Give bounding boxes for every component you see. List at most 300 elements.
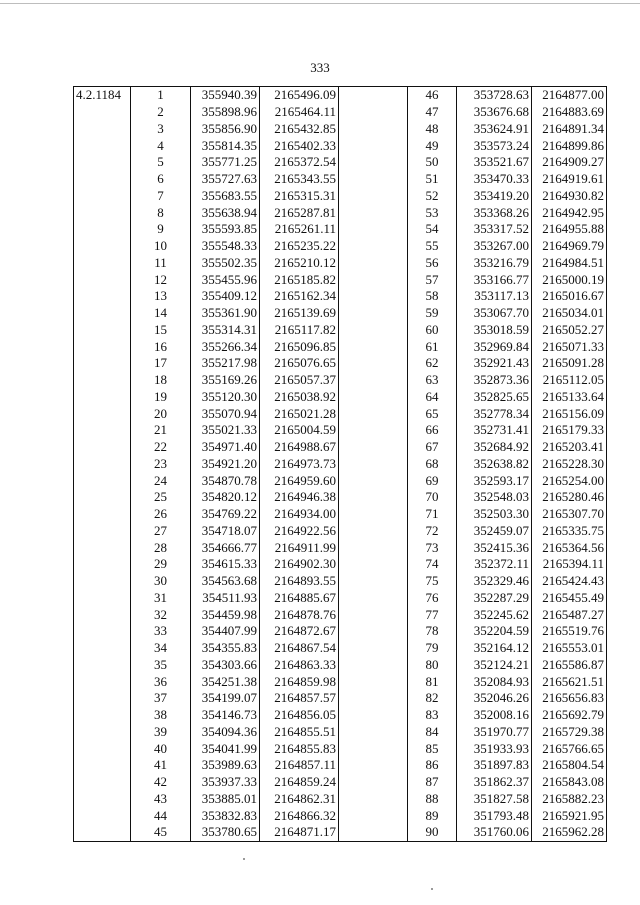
table-row [74, 221, 607, 238]
y-coordinate-cell: 2165402.33 [260, 137, 339, 154]
x-coordinate-cell: 353470.33 [457, 171, 532, 188]
point-number-cell: 78 [408, 623, 457, 640]
table-row [74, 305, 607, 322]
point-number-cell: 5 [131, 154, 191, 171]
table-row [74, 556, 607, 573]
empty-gap-cell [339, 137, 408, 154]
point-number-cell: 32 [131, 606, 191, 623]
x-coordinate-cell: 352204.59 [457, 623, 532, 640]
point-number-cell: 88 [408, 791, 457, 808]
table-row [74, 355, 607, 372]
point-number-cell: 84 [408, 724, 457, 741]
y-coordinate-cell: 2164973.73 [260, 456, 339, 473]
empty-gap-cell [339, 523, 408, 540]
point-number-cell: 40 [131, 740, 191, 757]
point-number-cell: 79 [408, 640, 457, 657]
point-number-cell: 86 [408, 757, 457, 774]
x-coordinate-cell: 354511.93 [191, 590, 260, 607]
scan-top-edge-line [0, 3, 640, 4]
table-row [74, 791, 607, 808]
empty-gap-cell [339, 338, 408, 355]
y-coordinate-cell: 2165117.82 [260, 322, 339, 339]
point-number-cell: 83 [408, 707, 457, 724]
y-coordinate-cell: 2165210.12 [260, 255, 339, 272]
point-number-cell: 37 [131, 690, 191, 707]
y-coordinate-cell: 2165133.64 [532, 389, 607, 406]
empty-gap-cell [339, 372, 408, 389]
y-coordinate-cell: 2165586.87 [532, 657, 607, 674]
x-coordinate-cell: 353267.00 [457, 238, 532, 255]
point-number-cell: 77 [408, 606, 457, 623]
point-number-cell: 75 [408, 573, 457, 590]
x-coordinate-cell: 352287.29 [457, 590, 532, 607]
y-coordinate-cell: 2165034.01 [532, 305, 607, 322]
empty-gap-cell [339, 456, 408, 473]
table-row [74, 606, 607, 623]
y-coordinate-cell: 2165038.92 [260, 389, 339, 406]
y-coordinate-cell: 2164919.61 [532, 171, 607, 188]
table-row [74, 338, 607, 355]
scan-speck [431, 888, 433, 890]
x-coordinate-cell: 355070.94 [191, 405, 260, 422]
table-row [74, 539, 607, 556]
y-coordinate-cell: 2164969.79 [532, 238, 607, 255]
x-coordinate-cell: 354041.99 [191, 740, 260, 757]
y-coordinate-cell: 2164909.27 [532, 154, 607, 171]
x-coordinate-cell: 351827.58 [457, 791, 532, 808]
y-coordinate-cell: 2165424.43 [532, 573, 607, 590]
empty-gap-cell [339, 824, 408, 841]
empty-gap-cell [339, 154, 408, 171]
y-coordinate-cell: 2164922.56 [260, 523, 339, 540]
table-row [74, 154, 607, 171]
point-number-cell: 57 [408, 271, 457, 288]
x-coordinate-cell: 353832.83 [191, 807, 260, 824]
x-coordinate-cell: 354355.83 [191, 640, 260, 657]
table-row [74, 590, 607, 607]
point-number-cell: 8 [131, 204, 191, 221]
y-coordinate-cell: 2165112.05 [532, 372, 607, 389]
table-row [74, 506, 607, 523]
empty-gap-cell [339, 255, 408, 272]
x-coordinate-cell: 355314.31 [191, 322, 260, 339]
point-number-cell: 47 [408, 104, 457, 121]
point-number-cell: 6 [131, 171, 191, 188]
point-number-cell: 44 [131, 807, 191, 824]
x-coordinate-cell: 352921.43 [457, 355, 532, 372]
y-coordinate-cell: 2164866.32 [260, 807, 339, 824]
point-number-cell: 19 [131, 389, 191, 406]
y-coordinate-cell: 2165487.27 [532, 606, 607, 623]
point-number-cell: 45 [131, 824, 191, 841]
point-number-cell: 74 [408, 556, 457, 573]
point-number-cell: 46 [408, 87, 457, 104]
table-row [74, 87, 607, 104]
table-row [74, 137, 607, 154]
table-row [74, 640, 607, 657]
x-coordinate-cell: 352778.34 [457, 405, 532, 422]
table-row [74, 322, 607, 339]
point-number-cell: 49 [408, 137, 457, 154]
y-coordinate-cell: 2164857.57 [260, 690, 339, 707]
point-number-cell: 13 [131, 288, 191, 305]
y-coordinate-cell: 2165162.34 [260, 288, 339, 305]
table-row [74, 824, 607, 841]
table-row [74, 389, 607, 406]
point-number-cell: 22 [131, 439, 191, 456]
empty-gap-cell [339, 556, 408, 573]
x-coordinate-cell: 355940.39 [191, 87, 260, 104]
x-coordinate-cell: 353368.26 [457, 204, 532, 221]
x-coordinate-cell: 355771.25 [191, 154, 260, 171]
y-coordinate-cell: 2164883.69 [532, 104, 607, 121]
point-number-cell: 34 [131, 640, 191, 657]
empty-gap-cell [339, 188, 408, 205]
point-number-cell: 90 [408, 824, 457, 841]
y-coordinate-cell: 2165004.59 [260, 422, 339, 439]
y-coordinate-cell: 2165621.51 [532, 673, 607, 690]
y-coordinate-cell: 2164946.38 [260, 489, 339, 506]
table-row [74, 204, 607, 221]
x-coordinate-cell: 352008.16 [457, 707, 532, 724]
y-coordinate-cell: 2165656.83 [532, 690, 607, 707]
table-row [74, 657, 607, 674]
x-coordinate-cell: 352548.03 [457, 489, 532, 506]
y-coordinate-cell: 2165882.23 [532, 791, 607, 808]
empty-gap-cell [339, 606, 408, 623]
table-row [74, 489, 607, 506]
y-coordinate-cell: 2165235.22 [260, 238, 339, 255]
y-coordinate-cell: 2165016.67 [532, 288, 607, 305]
y-coordinate-cell: 2165071.33 [532, 338, 607, 355]
point-number-cell: 35 [131, 657, 191, 674]
y-coordinate-cell: 2165921.95 [532, 807, 607, 824]
x-coordinate-cell: 354666.77 [191, 539, 260, 556]
point-number-cell: 27 [131, 523, 191, 540]
table-row [74, 523, 607, 540]
table-row [74, 288, 607, 305]
empty-gap-cell [339, 657, 408, 674]
x-coordinate-cell: 354718.07 [191, 523, 260, 540]
table-row [74, 774, 607, 791]
y-coordinate-cell: 2165343.55 [260, 171, 339, 188]
y-coordinate-cell: 2165254.00 [532, 472, 607, 489]
table-row [74, 807, 607, 824]
x-coordinate-cell: 354769.22 [191, 506, 260, 523]
point-number-cell: 58 [408, 288, 457, 305]
x-coordinate-cell: 354251.38 [191, 673, 260, 690]
table-row [74, 673, 607, 690]
point-number-cell: 65 [408, 405, 457, 422]
table-row [74, 456, 607, 473]
empty-gap-cell [339, 489, 408, 506]
table-row [74, 422, 607, 439]
x-coordinate-cell: 355502.35 [191, 255, 260, 272]
point-number-cell: 11 [131, 255, 191, 272]
x-coordinate-cell: 353216.79 [457, 255, 532, 272]
point-number-cell: 64 [408, 389, 457, 406]
x-coordinate-cell: 354407.99 [191, 623, 260, 640]
y-coordinate-cell: 2165464.11 [260, 104, 339, 121]
point-number-cell: 12 [131, 271, 191, 288]
y-coordinate-cell: 2165843.08 [532, 774, 607, 791]
x-coordinate-cell: 351933.93 [457, 740, 532, 757]
y-coordinate-cell: 2164856.05 [260, 707, 339, 724]
y-coordinate-cell: 2165307.70 [532, 506, 607, 523]
y-coordinate-cell: 2164885.67 [260, 590, 339, 607]
y-coordinate-cell: 2164902.30 [260, 556, 339, 573]
y-coordinate-cell: 2165729.38 [532, 724, 607, 741]
x-coordinate-cell: 355361.90 [191, 305, 260, 322]
x-coordinate-cell: 355856.90 [191, 121, 260, 138]
x-coordinate-cell: 353885.01 [191, 791, 260, 808]
y-coordinate-cell: 2164988.67 [260, 439, 339, 456]
point-number-cell: 16 [131, 338, 191, 355]
y-coordinate-cell: 2165335.75 [532, 523, 607, 540]
x-coordinate-cell: 352245.62 [457, 606, 532, 623]
point-number-cell: 33 [131, 623, 191, 640]
empty-gap-cell [339, 724, 408, 741]
y-coordinate-cell: 2165553.01 [532, 640, 607, 657]
point-number-cell: 82 [408, 690, 457, 707]
point-number-cell: 70 [408, 489, 457, 506]
y-coordinate-cell: 2164899.86 [532, 137, 607, 154]
point-number-cell: 3 [131, 121, 191, 138]
x-coordinate-cell: 354146.73 [191, 707, 260, 724]
x-coordinate-cell: 355593.85 [191, 221, 260, 238]
table-row [74, 171, 607, 188]
coordinates-table [73, 86, 607, 842]
table-row [74, 724, 607, 741]
y-coordinate-cell: 2165455.49 [532, 590, 607, 607]
y-coordinate-cell: 2164878.76 [260, 606, 339, 623]
y-coordinate-cell: 2164893.55 [260, 573, 339, 590]
table-row [74, 238, 607, 255]
empty-gap-cell [339, 573, 408, 590]
empty-gap-cell [339, 288, 408, 305]
y-coordinate-cell: 2165364.56 [532, 539, 607, 556]
x-coordinate-cell: 354094.36 [191, 724, 260, 741]
point-number-cell: 43 [131, 791, 191, 808]
table-row [74, 405, 607, 422]
point-number-cell: 41 [131, 757, 191, 774]
empty-gap-cell [339, 221, 408, 238]
x-coordinate-cell: 355169.26 [191, 372, 260, 389]
x-coordinate-cell: 354199.07 [191, 690, 260, 707]
y-coordinate-cell: 2164867.54 [260, 640, 339, 657]
point-number-cell: 53 [408, 204, 457, 221]
point-number-cell: 30 [131, 573, 191, 590]
point-number-cell: 29 [131, 556, 191, 573]
empty-gap-cell [339, 121, 408, 138]
x-coordinate-cell: 354459.98 [191, 606, 260, 623]
point-number-cell: 80 [408, 657, 457, 674]
point-number-cell: 31 [131, 590, 191, 607]
empty-gap-cell [339, 740, 408, 757]
point-number-cell: 9 [131, 221, 191, 238]
x-coordinate-cell: 353317.52 [457, 221, 532, 238]
x-coordinate-cell: 351970.77 [457, 724, 532, 741]
y-coordinate-cell: 2164942.95 [532, 204, 607, 221]
table-row [74, 439, 607, 456]
empty-gap-cell [339, 774, 408, 791]
x-coordinate-cell: 354921.20 [191, 456, 260, 473]
x-coordinate-cell: 355409.12 [191, 288, 260, 305]
empty-gap-cell [339, 506, 408, 523]
point-number-cell: 39 [131, 724, 191, 741]
y-coordinate-cell: 2164877.00 [532, 87, 607, 104]
x-coordinate-cell: 355683.55 [191, 188, 260, 205]
x-coordinate-cell: 353018.59 [457, 322, 532, 339]
x-coordinate-cell: 355455.96 [191, 271, 260, 288]
y-coordinate-cell: 2164911.99 [260, 539, 339, 556]
y-coordinate-cell: 2164934.00 [260, 506, 339, 523]
empty-gap-cell [339, 322, 408, 339]
x-coordinate-cell: 355814.35 [191, 137, 260, 154]
point-number-cell: 67 [408, 439, 457, 456]
empty-gap-cell [339, 238, 408, 255]
point-number-cell: 68 [408, 456, 457, 473]
empty-gap-cell [339, 171, 408, 188]
y-coordinate-cell: 2165057.37 [260, 372, 339, 389]
empty-gap-cell [339, 807, 408, 824]
x-coordinate-cell: 354303.66 [191, 657, 260, 674]
x-coordinate-cell: 352164.12 [457, 640, 532, 657]
point-number-cell: 52 [408, 188, 457, 205]
plot-id-cell: 4.2.1184 [74, 87, 131, 842]
point-number-cell: 60 [408, 322, 457, 339]
x-coordinate-cell: 351862.37 [457, 774, 532, 791]
point-number-cell: 21 [131, 422, 191, 439]
point-number-cell: 18 [131, 372, 191, 389]
table-row [74, 757, 607, 774]
empty-gap-cell [339, 422, 408, 439]
y-coordinate-cell: 2164959.60 [260, 472, 339, 489]
y-coordinate-cell: 2164857.11 [260, 757, 339, 774]
x-coordinate-cell: 355727.63 [191, 171, 260, 188]
x-coordinate-cell: 355217.98 [191, 355, 260, 372]
point-number-cell: 73 [408, 539, 457, 556]
x-coordinate-cell: 353624.91 [457, 121, 532, 138]
point-number-cell: 66 [408, 422, 457, 439]
y-coordinate-cell: 2164891.34 [532, 121, 607, 138]
x-coordinate-cell: 355120.30 [191, 389, 260, 406]
point-number-cell: 26 [131, 506, 191, 523]
x-coordinate-cell: 353676.68 [457, 104, 532, 121]
x-coordinate-cell: 352084.93 [457, 673, 532, 690]
point-number-cell: 89 [408, 807, 457, 824]
point-number-cell: 25 [131, 489, 191, 506]
y-coordinate-cell: 2165076.65 [260, 355, 339, 372]
y-coordinate-cell: 2165021.28 [260, 405, 339, 422]
x-coordinate-cell: 355266.34 [191, 338, 260, 355]
table-row [74, 121, 607, 138]
x-coordinate-cell: 353989.63 [191, 757, 260, 774]
point-number-cell: 7 [131, 188, 191, 205]
table-row [74, 372, 607, 389]
y-coordinate-cell: 2165052.27 [532, 322, 607, 339]
point-number-cell: 61 [408, 338, 457, 355]
y-coordinate-cell: 2165139.69 [260, 305, 339, 322]
x-coordinate-cell: 351897.83 [457, 757, 532, 774]
x-coordinate-cell: 354563.68 [191, 573, 260, 590]
y-coordinate-cell: 2165394.11 [532, 556, 607, 573]
point-number-cell: 14 [131, 305, 191, 322]
x-coordinate-cell: 352638.82 [457, 456, 532, 473]
empty-gap-cell [339, 539, 408, 556]
table-row [74, 104, 607, 121]
x-coordinate-cell: 354971.40 [191, 439, 260, 456]
point-number-cell: 38 [131, 707, 191, 724]
x-coordinate-cell: 354615.33 [191, 556, 260, 573]
x-coordinate-cell: 352969.84 [457, 338, 532, 355]
point-number-cell: 76 [408, 590, 457, 607]
table-row [74, 740, 607, 757]
y-coordinate-cell: 2165287.81 [260, 204, 339, 221]
empty-gap-cell [339, 623, 408, 640]
point-number-cell: 1 [131, 87, 191, 104]
y-coordinate-cell: 2164859.24 [260, 774, 339, 791]
x-coordinate-cell: 351760.06 [457, 824, 532, 841]
point-number-cell: 50 [408, 154, 457, 171]
point-number-cell: 62 [408, 355, 457, 372]
table-row [74, 255, 607, 272]
table-row [74, 472, 607, 489]
y-coordinate-cell: 2165496.09 [260, 87, 339, 104]
empty-gap-cell [339, 204, 408, 221]
point-number-cell: 48 [408, 121, 457, 138]
x-coordinate-cell: 353419.20 [457, 188, 532, 205]
x-coordinate-cell: 352873.36 [457, 372, 532, 389]
y-coordinate-cell: 2164871.17 [260, 824, 339, 841]
point-number-cell: 72 [408, 523, 457, 540]
table-row [74, 707, 607, 724]
y-coordinate-cell: 2165766.65 [532, 740, 607, 757]
x-coordinate-cell: 355548.33 [191, 238, 260, 255]
y-coordinate-cell: 2164984.51 [532, 255, 607, 272]
x-coordinate-cell: 355021.33 [191, 422, 260, 439]
y-coordinate-cell: 2165692.79 [532, 707, 607, 724]
y-coordinate-cell: 2165228.30 [532, 456, 607, 473]
y-coordinate-cell: 2165203.41 [532, 439, 607, 456]
y-coordinate-cell: 2165261.11 [260, 221, 339, 238]
empty-gap-cell [339, 439, 408, 456]
point-number-cell: 56 [408, 255, 457, 272]
point-number-cell: 51 [408, 171, 457, 188]
empty-gap-cell [339, 791, 408, 808]
table-row [74, 690, 607, 707]
x-coordinate-cell: 354820.12 [191, 489, 260, 506]
table-row [74, 188, 607, 205]
point-number-cell: 59 [408, 305, 457, 322]
table-row [74, 573, 607, 590]
y-coordinate-cell: 2164855.51 [260, 724, 339, 741]
y-coordinate-cell: 2164859.98 [260, 673, 339, 690]
point-number-cell: 20 [131, 405, 191, 422]
empty-gap-cell [339, 87, 408, 104]
point-number-cell: 17 [131, 355, 191, 372]
x-coordinate-cell: 353937.33 [191, 774, 260, 791]
y-coordinate-cell: 2165372.54 [260, 154, 339, 171]
x-coordinate-cell: 355638.94 [191, 204, 260, 221]
empty-gap-cell [339, 472, 408, 489]
x-coordinate-cell: 352415.36 [457, 539, 532, 556]
page-number: 333 [310, 60, 330, 75]
y-coordinate-cell: 2164862.31 [260, 791, 339, 808]
x-coordinate-cell: 352459.07 [457, 523, 532, 540]
x-coordinate-cell: 353780.65 [191, 824, 260, 841]
point-number-cell: 2 [131, 104, 191, 121]
